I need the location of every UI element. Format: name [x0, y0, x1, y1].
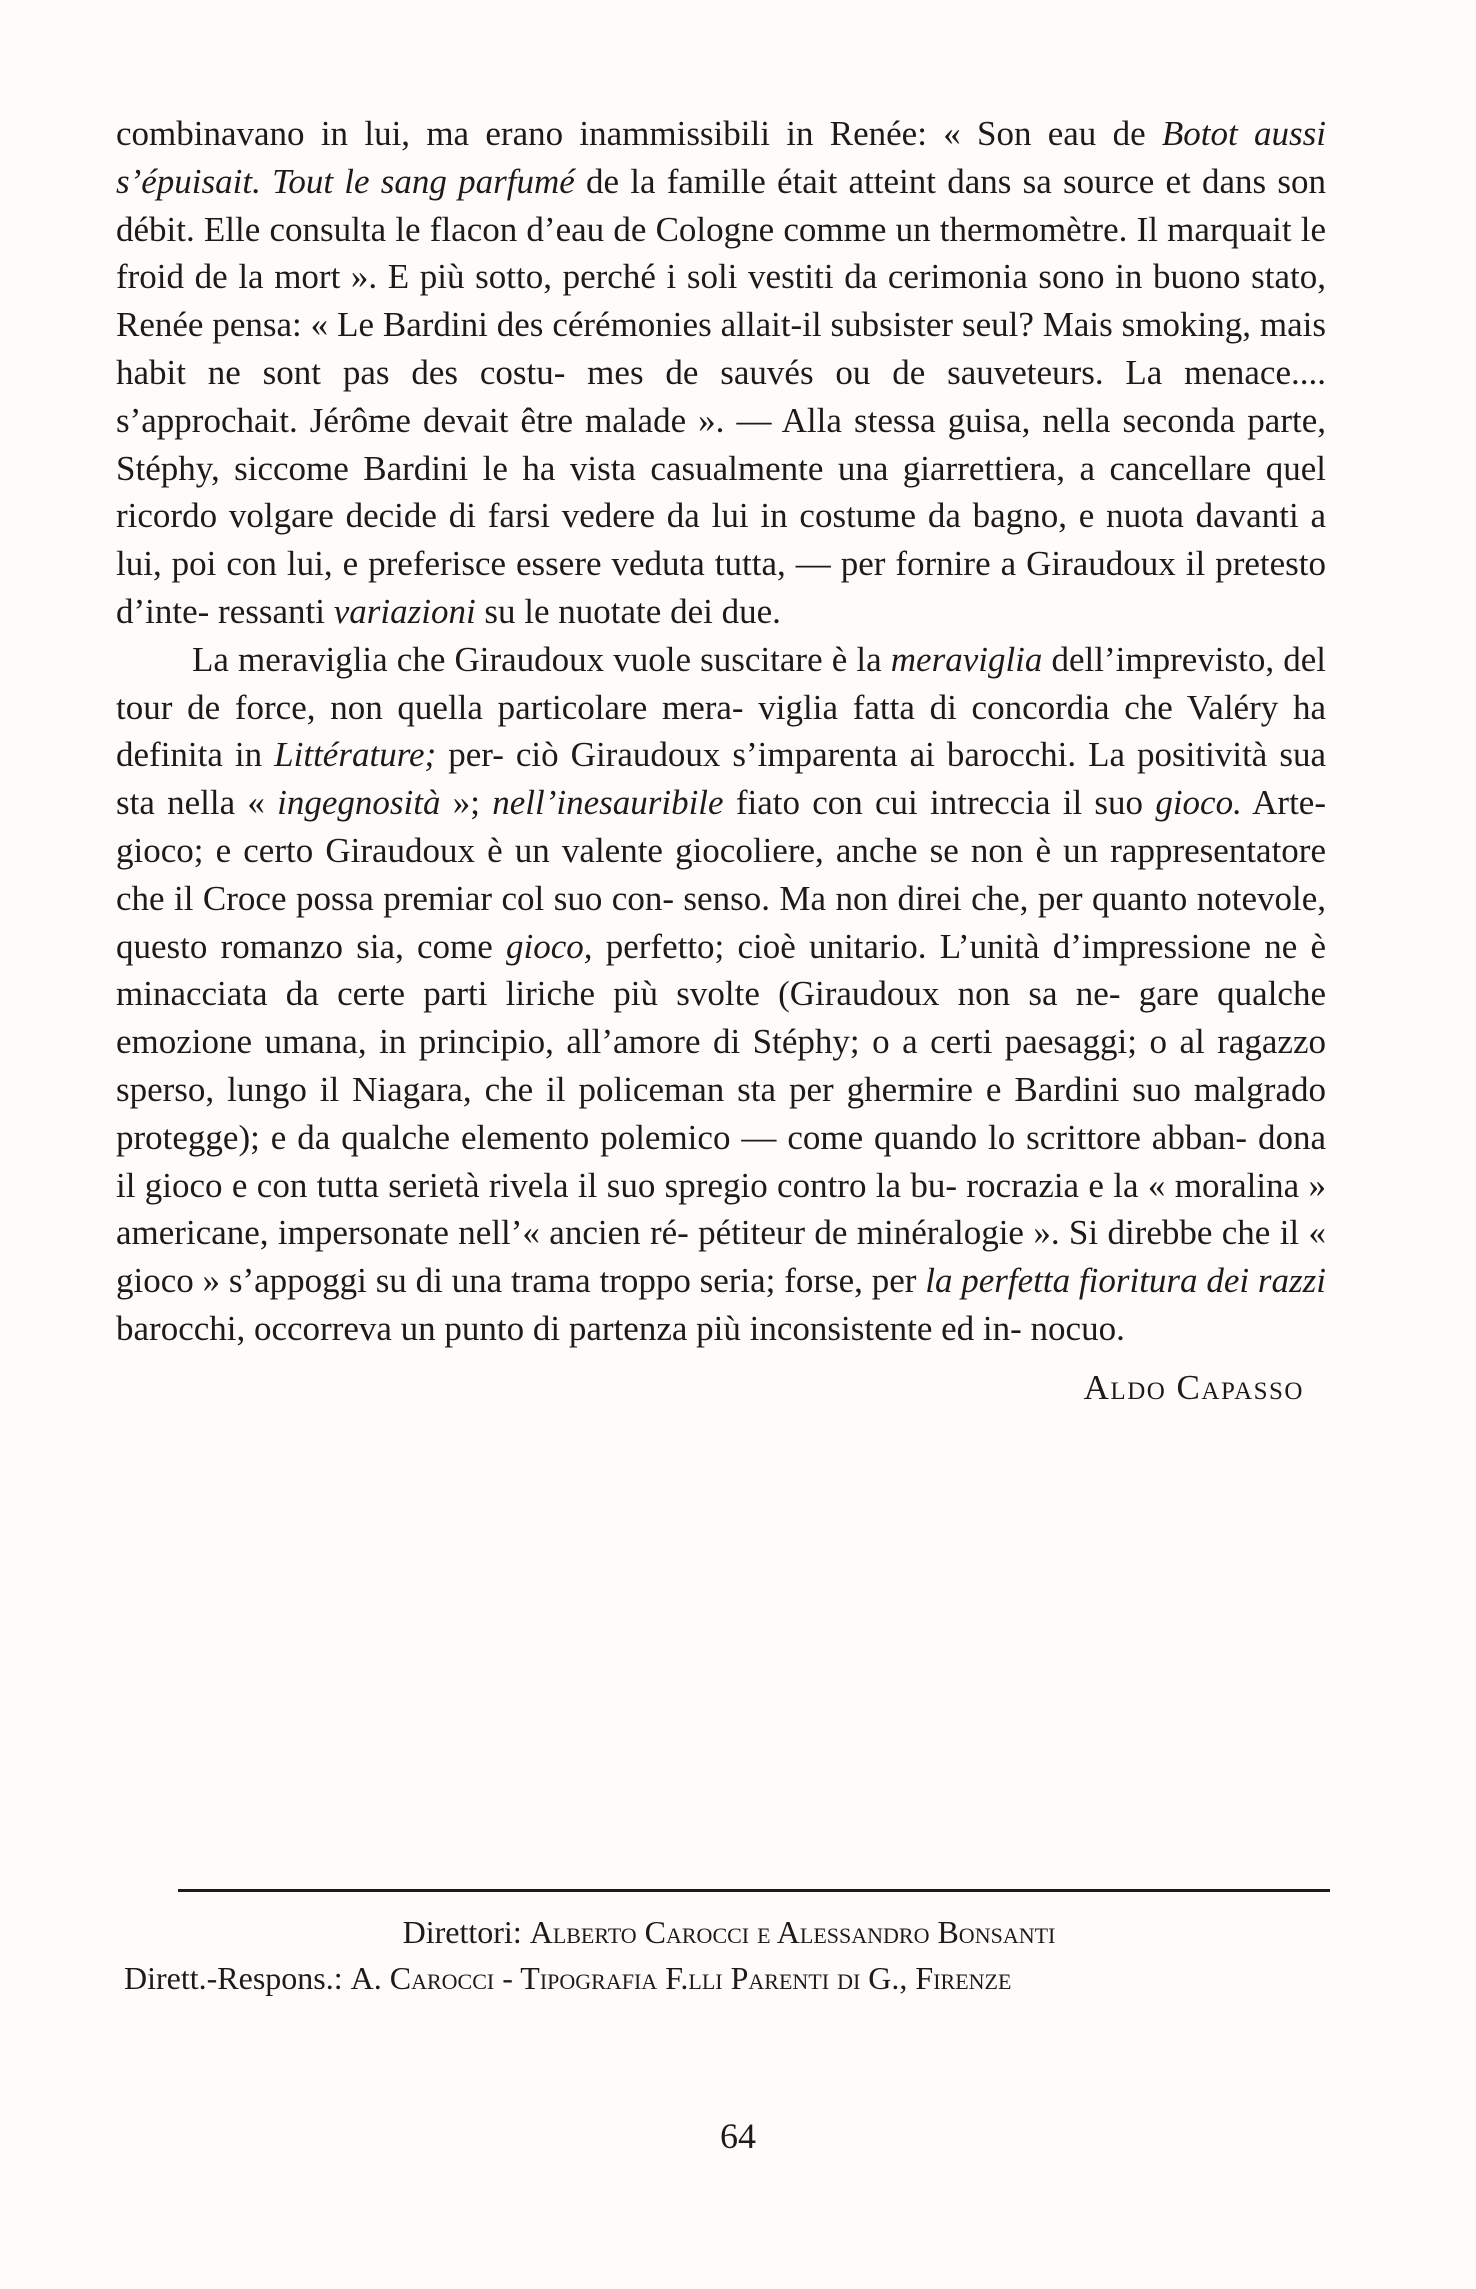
footer-divider — [178, 1889, 1330, 1892]
italic-term: ingegnosità — [277, 783, 441, 823]
colophon-label: Dirett.-Respons.: — [124, 1960, 351, 1996]
text-run: combinavano in lui, ma erano inammissibili in Renée: « Son eau de — [116, 114, 1162, 153]
paragraph-1 — [116, 110, 1326, 636]
italic-term: gioco. — [1155, 783, 1242, 823]
italic-term: meraviglia — [890, 639, 1043, 679]
text-run: fiato con cui intreccia il suo — [723, 783, 1156, 823]
colophon-label: Direttori: — [402, 1914, 530, 1950]
italic-phrase: la perfetta fioritura dei razzi — [925, 1261, 1326, 1301]
italic-term: variazioni — [333, 591, 476, 631]
colophon-directors — [124, 1914, 1334, 1951]
text-run: barocchi, occorreva un punto di partenza più inconsistente ed in- nocuo. — [116, 1308, 1125, 1348]
text-run: per- ciò Giraudoux s’imparenta ai barocchi. La positività sua sta nella « — [116, 735, 1327, 823]
colophon-publisher — [124, 1960, 1334, 1997]
italic-term: nell’inesauribile — [492, 783, 724, 823]
text-run: Arte-gioco; e certo Giraudoux è un valente giocoliere, anche se non è un rappresentatore che il Croce possa premiar col suo con- senso. Ma non direi che, per quanto notevole, questo romanzo sia, come — [116, 783, 1326, 966]
italic-term: gioco, — [506, 926, 593, 966]
colophon-names: A. Carocci - Tipografia F.lli Parenti di G., Firenze — [350, 1960, 1012, 1996]
paragraph-2 — [116, 636, 1326, 1353]
text-run: de la famille était atteint dans sa source et dans son débit. Elle consulta le flacon d’eau de Cologne comme un thermomètre. Il marquait le froid de la mort ». E più sotto, perché i soli vestiti da cerimonia sono in buono stato, Renée pensa: « Le Bardini des cérémonies allait-il subsister seul? Mais smoking, mais habit ne sont pas des costu- mes de sauvés ou de sauveteurs. La menace.... s’approchait. Jérôme devait être malade ». — Alla stessa guisa, nella seconda parte, Stéphy, siccome Bardini le ha vista casualmente una giarrettiera, a cancellare quel ricordo volgare decide di farsi vedere da lui in costume da bagno, e nuota davanti a lui, poi con lui, e preferisce essere veduta tutta, — per fornire a Giraudoux il pretesto d’inte- ressanti — [116, 161, 1326, 631]
text-run: su le nuotate dei due. — [475, 591, 781, 631]
author-signature: Aldo Capasso — [1083, 1368, 1304, 1407]
article-body — [116, 110, 1326, 1353]
italic-quote: Botot aussi s’épuisait. Tout le sang parfumé — [116, 114, 1326, 201]
italic-title: Littérature; — [274, 735, 437, 775]
text-run: »; — [440, 783, 493, 823]
page-number: 64 — [720, 2116, 756, 2156]
text-run: La meraviglia che Giraudoux vuole suscitare è la — [192, 639, 891, 679]
text-run: perfetto; cioè unitario. L’unità d’impressione ne è minacciata da certe parti liriche più svolte (Giraudoux non sa ne- gare qualche emozione umana, in principio, all’amore di Stéphy; o a certi paesaggi; o al ragazzo sperso, lungo il Niagara, che il policeman sta per ghermire e Bardini suo malgrado protegge); e da qualche elemento polemico — come quando lo scrittore abban- dona il gioco e con tutta serietà rivela il suo spregio contro la bu- rocrazia e la « moralina » americane, impersonate nell’« ancien ré- pétiteur de minéralogie ». Si direbbe che il « gioco » s’appoggi su di una trama troppo seria; forse, per — [116, 926, 1326, 1301]
text-run: dell’imprevisto, del tour de force, non quella particolare mera- viglia fatta di concordia che Valéry ha definita in — [116, 639, 1326, 775]
colophon-names: Alberto Carocci e Alessandro Bonsanti — [529, 1914, 1056, 1950]
